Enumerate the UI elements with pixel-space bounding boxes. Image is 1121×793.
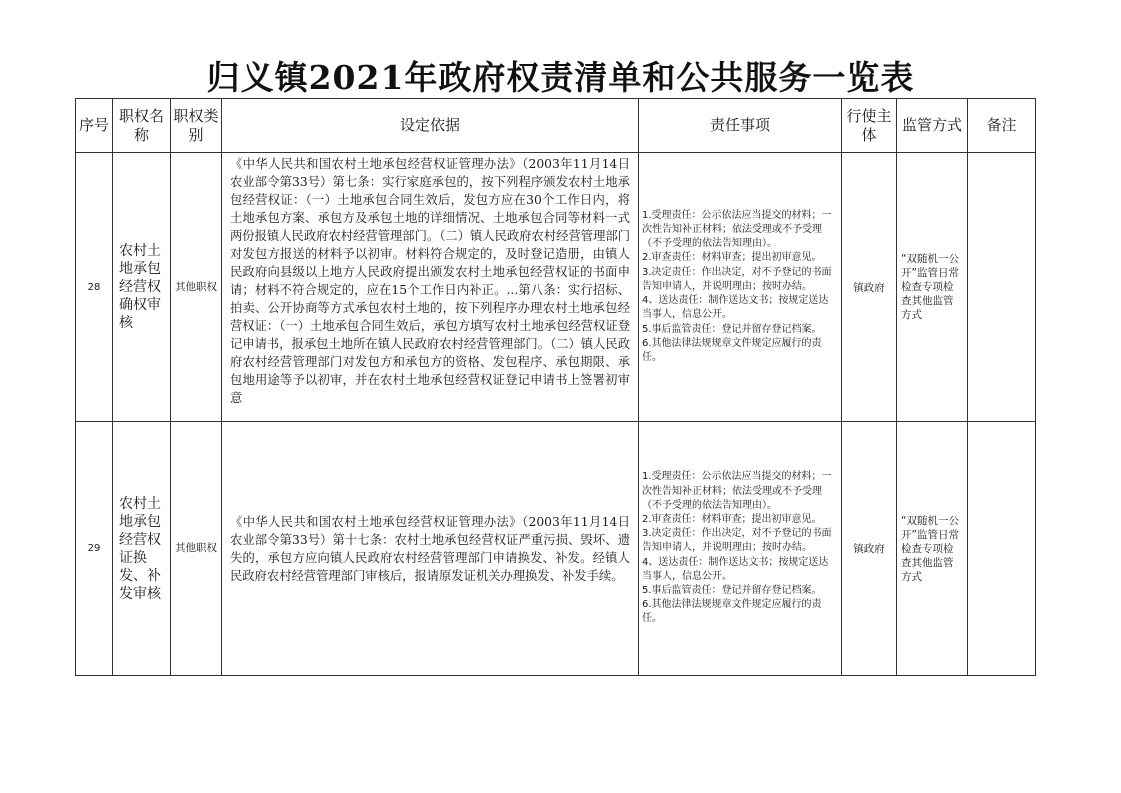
header-duty: 责任事项	[639, 99, 842, 153]
page-title: 归义镇2021年政府权责清单和公共服务一览表	[206, 58, 915, 97]
duty-item: 6.其他法律法规规章文件规定应履行的责任。	[642, 337, 822, 363]
duty-item: 4、送达责任：制作送达文书；按规定送达当事人，信息公开。	[642, 295, 829, 321]
row-supervision: “双随机一公开”监管日常检查专项检查其他监管方式	[897, 422, 968, 676]
table-row	[76, 153, 1036, 422]
row-subject: 镇政府	[842, 153, 897, 422]
row-category: 其他职权	[171, 422, 222, 676]
row-no: 29	[76, 422, 113, 676]
header-category: 职权类别	[171, 99, 222, 153]
duty-item: 1.受理责任：公示依法应当提交的材料；一次性告知补正材料；依法受理或不予受理（不予受理的依法告知理由）。	[642, 471, 832, 511]
duty-item: 6.其他法律法规规章文件规定应履行的责任。	[642, 599, 822, 625]
row-duties	[639, 422, 842, 676]
duty-item: 4、送达责任：制作送达文书；按规定送达当事人，信息公开。	[642, 556, 829, 582]
row-basis: 《中华人民共和国农村土地承包经营权证管理办法》（2003年11月14日农业部令第33号）第七条：实行家庭承包的，按下列程序颁发农村土地承包经营权证：（一）土地承包合同生效后，发包方应在30个工作日内，将土地承包方案、承包方及承包土地的详细情况、土地承包合同等材料一式两份报镇人民政府农村经营管理部门。（二）镇人民政府农村经营管理部门对发包方报送的材料予以初审。材料符合规定的，及时登记造册，由镇人民政府向县级以上地方人民政府提出颁发农村土地承包经营权证的书面申请；材料不符合规定的，应在15个工作日内补正。...第八条：实行招标、拍卖、公开协商等方式承包农村土地的，按下列程序办理农村土地承包经营权证：（一）土地承包合同生效后，承包方填写农村土地承包经营权证登记申请书，报承包土地所在镇人民政府农村经营管理部门。（二）镇人民政府农村经营管理部门对发包方和承包方的资格、发包程序、承包期限、承包地用途等予以初审，并在农村土地承包经营权证登记申请书上签署初审意	[230, 157, 630, 405]
duty-item: 3.决定责任：作出决定，对不予登记的书面告知申请人，并说明理由；按时办结。	[642, 266, 832, 292]
header-subject: 行使主体	[842, 99, 897, 153]
header-remark: 备注	[968, 99, 1036, 153]
row-no: 28	[76, 153, 113, 422]
row-name: 农村土地承包经营权确权审核	[113, 153, 171, 422]
row-remark	[968, 153, 1036, 422]
duty-item: 2.审查责任：材料审查；提出初审意见。	[642, 513, 822, 525]
header-name: 职权名称	[113, 99, 171, 153]
row-supervision: “双随机一公开”监管日常检查专项检查其他监管方式	[897, 153, 968, 422]
table-row	[76, 422, 1036, 676]
row-basis-cell	[222, 153, 639, 422]
duty-item: 3.决定责任：作出决定，对不予登记的书面告知申请人，并说明理由；按时办结。	[642, 528, 832, 554]
rights-list-table	[75, 98, 1036, 676]
duty-item: 5.事后监管责任：登记并留存登记档案。	[642, 585, 822, 596]
row-basis: 《中华人民共和国农村土地承包经营权证管理办法》（2003年11月14日农业部令第33号）第十七条：农村土地承包经营权证严重污损、毁坏、遗失的，承包方应向镇人民政府农村经营管理部门申请换发、补发。经镇人民政府农村经营管理部门审核后，报请原发证机关办理换发、补发手续。	[222, 422, 639, 676]
duty-item: 5.事后监管责任：登记并留存登记档案。	[642, 323, 822, 335]
table-header-row	[76, 99, 1036, 153]
header-supervision: 监管方式	[897, 99, 968, 153]
duty-item: 1.受理责任：公示依法应当提交的材料；一次性告知补正材料；依法受理或不予受理（不予受理的依法告知理由）。	[642, 209, 832, 250]
row-category: 其他职权	[171, 153, 222, 422]
row-name: 农村土地承包经营权证换发、补发审核	[113, 422, 171, 676]
row-duties	[639, 153, 842, 422]
row-subject: 镇政府	[842, 422, 897, 676]
header-basis: 设定依据	[222, 99, 639, 153]
header-no: 序号	[76, 99, 113, 153]
row-remark	[968, 422, 1036, 676]
duty-item: 2.审查责任：材料审查；提出初审意见。	[642, 252, 822, 264]
